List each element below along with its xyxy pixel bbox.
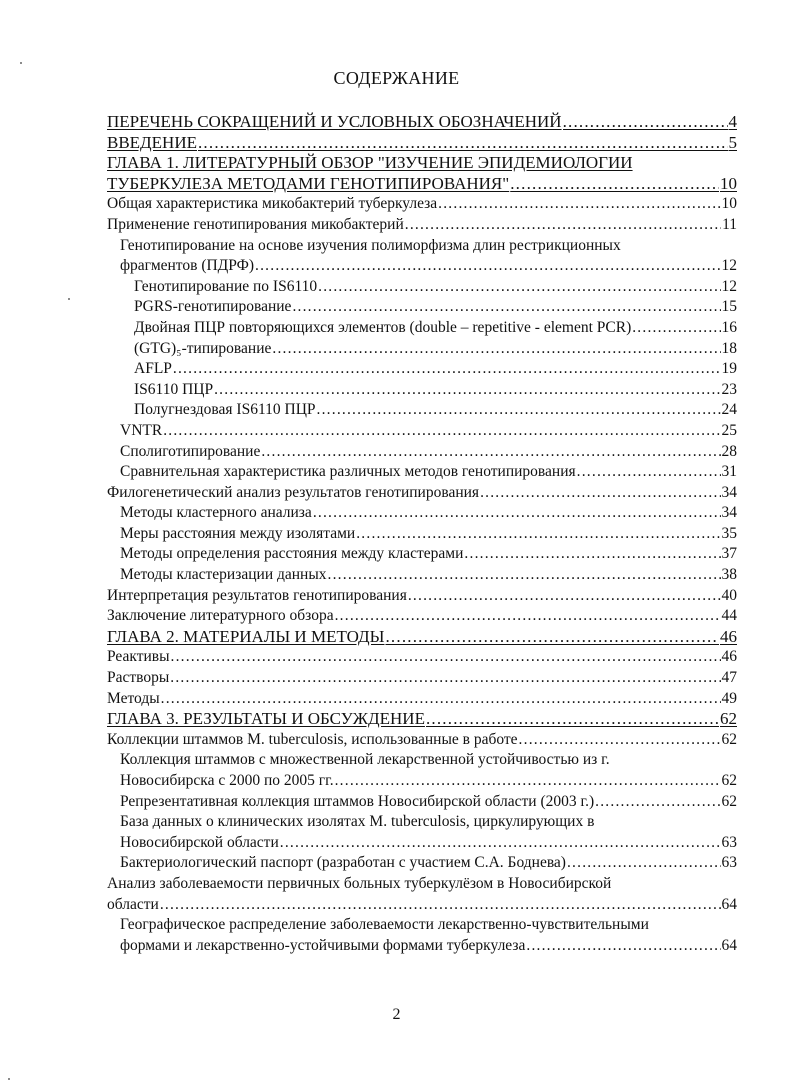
toc-entry-text: Растворы	[107, 669, 170, 687]
dot-leader	[405, 215, 721, 236]
toc-entry-text: Новосибирской области	[120, 833, 279, 851]
toc-entry-page: 5	[728, 132, 737, 152]
toc-entry-page: 40	[721, 586, 737, 604]
page-number: 2	[392, 1006, 401, 1023]
toc-entry[interactable]	[107, 853, 737, 874]
toc-entry-line	[107, 174, 737, 195]
toc-entry[interactable]	[107, 483, 737, 504]
toc-entry[interactable]	[107, 318, 737, 339]
dot-leader	[464, 544, 720, 565]
toc-entry-text: ГЛАВА 1. ЛИТЕРАТУРНЫЙ ОБЗОР "ИЗУЧЕНИЕ ЭПИДЕМИОЛОГИИ	[107, 153, 633, 173]
toc-entry-line	[107, 689, 737, 710]
toc-entry-line	[107, 215, 737, 236]
toc-entry-text: Заключение литературного обзора	[107, 607, 334, 625]
toc-entry[interactable]	[107, 339, 737, 360]
toc-entry[interactable]	[107, 277, 737, 298]
toc-entry[interactable]	[107, 730, 737, 751]
dot-leader	[161, 689, 721, 710]
toc-entry[interactable]	[107, 874, 737, 915]
dot-leader	[408, 586, 721, 607]
toc-entry-text: Репрезентативная коллекция штаммов Новосибирской области (2003 г.)	[120, 792, 595, 810]
toc-entry-text: области	[107, 895, 159, 913]
toc-entry-line	[107, 895, 737, 916]
toc-entry-text: ТУБЕРКУЛЕЗА МЕТОДАМИ ГЕНОТИПИРОВАНИЯ"	[107, 173, 510, 193]
dot-leader	[292, 297, 720, 318]
dot-leader	[261, 442, 720, 463]
toc-entry[interactable]	[107, 606, 737, 627]
dot-leader	[480, 483, 720, 504]
toc-entry-text: Методы кластерного анализа	[120, 504, 312, 522]
dot-leader	[255, 256, 720, 277]
toc-entry[interactable]	[107, 297, 737, 318]
toc-entry[interactable]	[107, 915, 737, 956]
toc-entry-text: Двойная ПЦР повторяющихся элементов (double – repetitive - element PCR)	[134, 318, 632, 336]
scan-speck	[68, 298, 70, 300]
toc-entry-text: IS6110 ПЦР	[134, 380, 214, 398]
toc-entry-page: 28	[721, 442, 737, 460]
toc-entry-text: Полугнездовая IS6110 ПЦР	[134, 401, 316, 419]
dot-leader	[173, 359, 721, 380]
toc-entry-page: 16	[721, 318, 737, 336]
toc-entry-text: Интерпретация результатов генотипирования	[107, 586, 407, 604]
toc-entry-text: Методы кластеризации данных	[120, 566, 327, 584]
dot-leader	[356, 524, 720, 545]
toc-entry[interactable]	[107, 133, 737, 154]
toc-entry[interactable]	[107, 194, 737, 215]
toc-entry[interactable]	[107, 812, 737, 853]
toc-entry[interactable]	[107, 565, 737, 586]
toc-entry-line	[107, 194, 737, 215]
toc-entry-page: 63	[721, 854, 737, 872]
toc-entry-page: 24	[721, 401, 737, 419]
toc-entry-text: фрагментов (ПДРФ)	[120, 257, 255, 275]
toc-entry-page: 23	[721, 380, 737, 398]
toc-entry-line	[107, 112, 737, 133]
toc-entry-page: 10	[720, 173, 737, 193]
toc-entry-text: ПЕРЕЧЕНЬ СОКРАЩЕНИЙ И УСЛОВНЫХ ОБОЗНАЧЕНИЙ	[107, 112, 562, 131]
dot-leader	[272, 339, 720, 360]
table-of-contents	[107, 112, 737, 956]
toc-entry[interactable]	[107, 153, 737, 194]
dot-leader	[519, 730, 721, 751]
toc-entry[interactable]	[107, 627, 737, 648]
toc-entry-page: 10	[721, 195, 737, 213]
toc-entry-line	[107, 709, 737, 730]
toc-entry-text: PGRS-генотипирование	[134, 298, 292, 316]
toc-entry-page: 62	[720, 709, 737, 729]
toc-entry-page: 64	[721, 895, 737, 913]
dot-leader	[438, 194, 720, 215]
dot-leader	[328, 565, 721, 586]
toc-entry-text: Бактериологический паспорт (разработан с участием С.А. Боднева)	[120, 854, 566, 872]
toc-entry-text: Анализ заболеваемости первичных больных туберкулёзом в Новосибирской	[107, 874, 612, 892]
toc-entry[interactable]	[107, 586, 737, 607]
toc-entry-text: Филогенетический анализ результатов генотипирования	[107, 483, 480, 501]
toc-entry-page: 46	[720, 626, 737, 646]
toc-entry-page: 37	[721, 545, 737, 563]
scan-speck	[8, 1078, 10, 1080]
toc-entry-text: Генотипирование на основе изучения полиморфизма длин рестрикционных	[120, 236, 621, 254]
toc-entry-line	[134, 318, 737, 339]
toc-entry-text: Сравнительная характеристика различных методов генотипирования	[120, 463, 576, 481]
toc-entry-page: 34	[721, 483, 737, 501]
toc-entry-line	[107, 606, 737, 627]
dot-leader	[335, 771, 721, 792]
dot-leader	[160, 895, 721, 916]
toc-entry-text: Новосибирска с 2000 по 2005 гг.	[120, 772, 334, 789]
toc-entry[interactable]	[107, 524, 737, 545]
toc-entry[interactable]	[107, 668, 737, 689]
toc-entry-page: 18	[721, 339, 737, 357]
toc-entry[interactable]	[107, 400, 737, 421]
dot-leader	[563, 112, 728, 133]
dot-leader	[318, 277, 720, 298]
toc-entry-page: 31	[721, 463, 737, 481]
dot-leader	[313, 503, 721, 524]
toc-entry-text: Общая характеристика микобактерий туберкулеза	[107, 195, 438, 213]
toc-entry-text: Генотипирование по IS6110	[134, 277, 318, 295]
dot-leader	[385, 627, 719, 648]
toc-entry-line	[107, 668, 737, 689]
toc-entry-page: 12	[721, 277, 737, 295]
toc-entry[interactable]	[107, 421, 737, 442]
toc-entry-line	[120, 565, 737, 586]
toc-entry[interactable]	[107, 544, 737, 565]
toc-entry-page: 38	[721, 566, 737, 584]
dot-leader	[526, 936, 720, 957]
scan-speck	[20, 62, 22, 64]
toc-entry[interactable]	[107, 792, 737, 813]
toc-entry[interactable]	[107, 215, 737, 236]
toc-entry-page: 62	[721, 730, 737, 748]
toc-entry-page: 62	[721, 792, 737, 810]
toc-entry-text: Реактивы	[107, 648, 170, 666]
toc-entry[interactable]	[107, 709, 737, 730]
toc-entry-line	[107, 483, 737, 504]
toc-entry-page: 63	[721, 833, 737, 851]
toc-entry-line	[120, 853, 737, 874]
toc-entry-line	[120, 544, 737, 565]
toc-entry-line	[107, 627, 737, 648]
toc-entry-text: AFLP	[134, 360, 172, 378]
dot-leader	[214, 380, 720, 401]
toc-entry[interactable]	[107, 380, 737, 401]
toc-entry-text: Географическое распределение заболеваемости лекарственно-чувствительными	[120, 916, 649, 934]
toc-entry[interactable]	[107, 442, 737, 463]
toc-entry-page: 44	[721, 607, 737, 625]
toc-entry-line	[120, 503, 737, 524]
toc-entry-text: Коллекции штаммов M. tuberculosis, использованные в работе	[107, 730, 518, 748]
toc-entry-line	[107, 730, 737, 751]
toc-entry-line	[134, 297, 737, 318]
toc-entry-text: Применение генотипирования микобактерий	[107, 215, 404, 233]
toc-entry-line	[134, 339, 737, 360]
toc-entry-line	[120, 792, 737, 813]
toc-entry-page: 35	[721, 524, 737, 542]
toc-entry-line	[120, 936, 737, 957]
toc-entry-page: 64	[721, 936, 737, 954]
toc-entry-page: 19	[721, 360, 737, 378]
toc-entry-line	[107, 647, 737, 668]
toc-entry-text: (GTG)₅-типирование	[134, 339, 272, 357]
page-title: СОДЕРЖАНИЕ	[333, 68, 460, 88]
toc-entry-text: Методы определения расстояния между кластерами	[120, 545, 464, 563]
toc-entry[interactable]	[107, 112, 737, 133]
toc-entry-line	[120, 771, 737, 792]
dot-leader	[280, 833, 721, 854]
toc-entry-text: VNTR	[120, 421, 163, 439]
dot-leader	[171, 647, 721, 668]
toc-entry-line	[134, 277, 737, 298]
dot-leader	[510, 174, 719, 195]
toc-entry-page: 62	[721, 772, 737, 789]
dot-leader	[577, 462, 721, 483]
toc-entry-text: ВВЕДЕНИЕ	[107, 132, 197, 152]
dot-leader	[595, 792, 720, 813]
toc-entry-page: 25	[721, 421, 737, 439]
dot-leader	[567, 853, 721, 874]
toc-entry-page: 15	[721, 298, 737, 316]
dot-leader	[426, 709, 719, 730]
toc-entry-line	[120, 524, 737, 545]
toc-entry-page: 46	[721, 648, 737, 666]
toc-entry-page: 49	[721, 689, 737, 707]
toc-entry-page: 12	[721, 257, 737, 275]
toc-entry-text: ГЛАВА 3. РЕЗУЛЬТАТЫ И ОБСУЖДЕНИЕ	[107, 709, 425, 729]
toc-entry[interactable]	[107, 462, 737, 483]
toc-entry-text: ГЛАВА 2. МАТЕРИАЛЫ И МЕТОДЫ	[107, 626, 385, 646]
toc-entry[interactable]	[107, 359, 737, 380]
toc-entry-line	[120, 256, 737, 277]
toc-entry-page: 4	[728, 112, 737, 131]
toc-entry-text: База данных о клинических изолятах M. tuberculosis, циркулирующих в	[120, 813, 595, 831]
toc-entry-line	[107, 133, 737, 154]
toc-entry-page: 47	[721, 669, 737, 687]
toc-entry-page: 34	[721, 504, 737, 522]
toc-entry-text: Сполиготипирование	[120, 442, 261, 460]
dot-leader	[198, 133, 728, 154]
toc-entry-text: формами и лекарственно-устойчивыми формами туберкулеза	[120, 936, 526, 954]
dot-leader	[163, 421, 720, 442]
toc-entry-text: Методы	[107, 689, 160, 707]
toc-entry[interactable]	[107, 503, 737, 524]
dot-leader	[170, 668, 720, 689]
toc-entry[interactable]	[107, 750, 737, 791]
dot-leader	[317, 400, 721, 421]
toc-entry-line	[120, 421, 737, 442]
toc-entry-text: Коллекция штаммов с множественной лекарственной устойчивостью из г.	[120, 751, 610, 769]
dot-leader	[632, 318, 720, 339]
toc-entry[interactable]	[107, 236, 737, 277]
toc-entry-line	[120, 833, 737, 854]
toc-entry-line	[134, 359, 737, 380]
toc-entry-line	[134, 400, 737, 421]
toc-entry[interactable]	[107, 689, 737, 710]
toc-entry[interactable]	[107, 647, 737, 668]
toc-entry-line	[107, 586, 737, 607]
toc-entry-line	[120, 462, 737, 483]
dot-leader	[335, 606, 721, 627]
toc-entry-line	[120, 442, 737, 463]
toc-entry-line	[134, 380, 737, 401]
toc-entry-text: Меры расстояния между изолятами	[120, 524, 356, 542]
toc-entry-page: 11	[722, 215, 737, 233]
